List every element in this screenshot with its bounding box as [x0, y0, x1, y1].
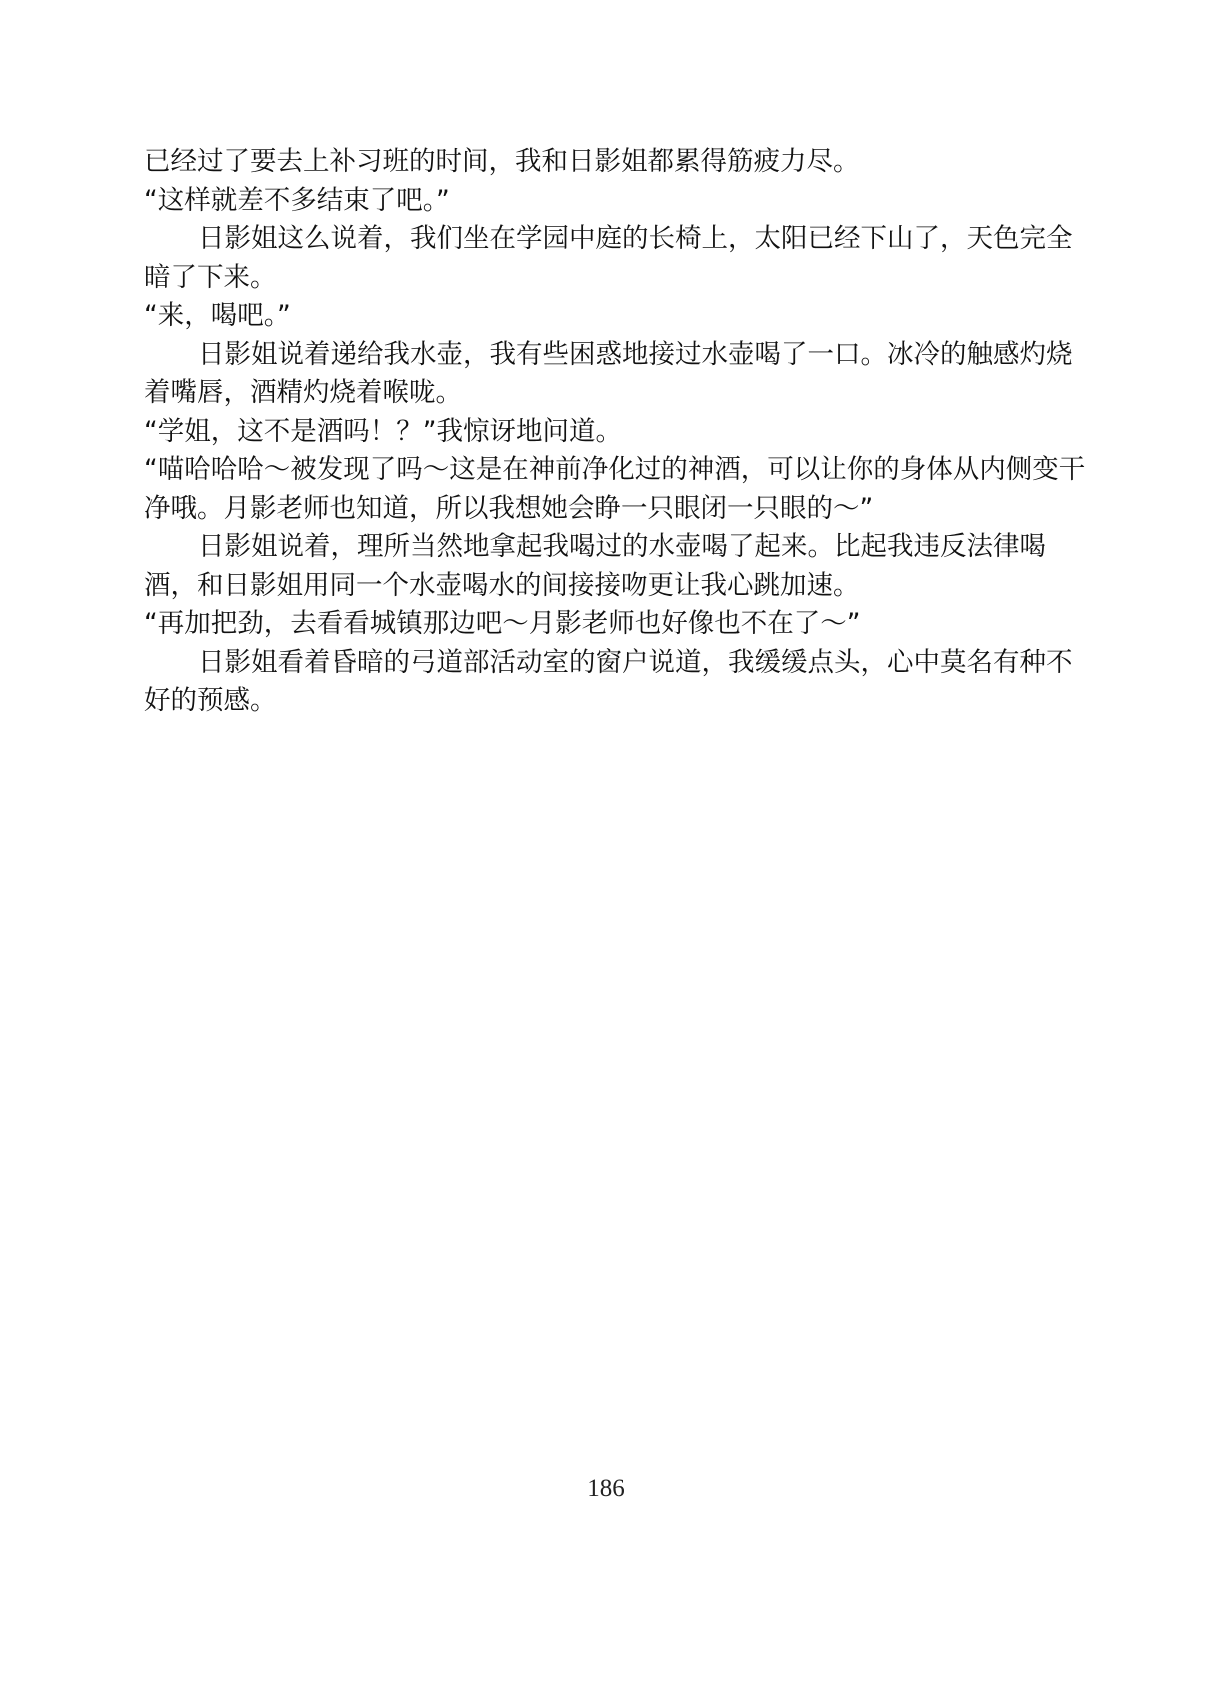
paragraph: “再加把劲，去看看城镇那边吧～月影老师也好像也不在了～”	[144, 608, 861, 639]
page-number: 186	[587, 1475, 625, 1502]
paragraph: 日影姐这么说着，我们坐在学园中庭的长椅上，太阳已经下山了，天色完全暗了下来。	[144, 223, 1073, 293]
paragraph: 日影姐说着递给我水壶，我有些困惑地接过水壶喝了一口。冰冷的触感灼烧着嘴唇，酒精灼烧着喉咙。	[144, 338, 1073, 408]
paragraph: “来，喝吧。”	[144, 300, 291, 331]
paragraph: 日影姐说着，理所当然地拿起我喝过的水壶喝了起来。比起我违反法律喝酒，和日影姐用同一个水壶喝水的间接接吻更让我心跳加速。	[144, 531, 1046, 601]
paragraph: “学姐，这不是酒吗！？”我惊讶地问道。	[144, 415, 622, 447]
text-body	[144, 143, 1089, 721]
paragraph: 已经过了要去上补习班的时间，我和日影姐都累得筋疲力尽。	[144, 146, 860, 177]
paragraph: 日影姐看着昏暗的弓道部活动室的窗户说道，我缓缓点头，心中莫名有种不好的预感。	[144, 646, 1073, 716]
paragraph: “喵哈哈哈～被发现了吗～这是在神前净化过的神酒，可以让你的身体从内侧变干净哦。月影老师也知道，所以我想她会睁一只眼闭一只眼的～”	[144, 454, 1086, 524]
paragraph: “这样就差不多结束了吧。”	[144, 184, 450, 216]
